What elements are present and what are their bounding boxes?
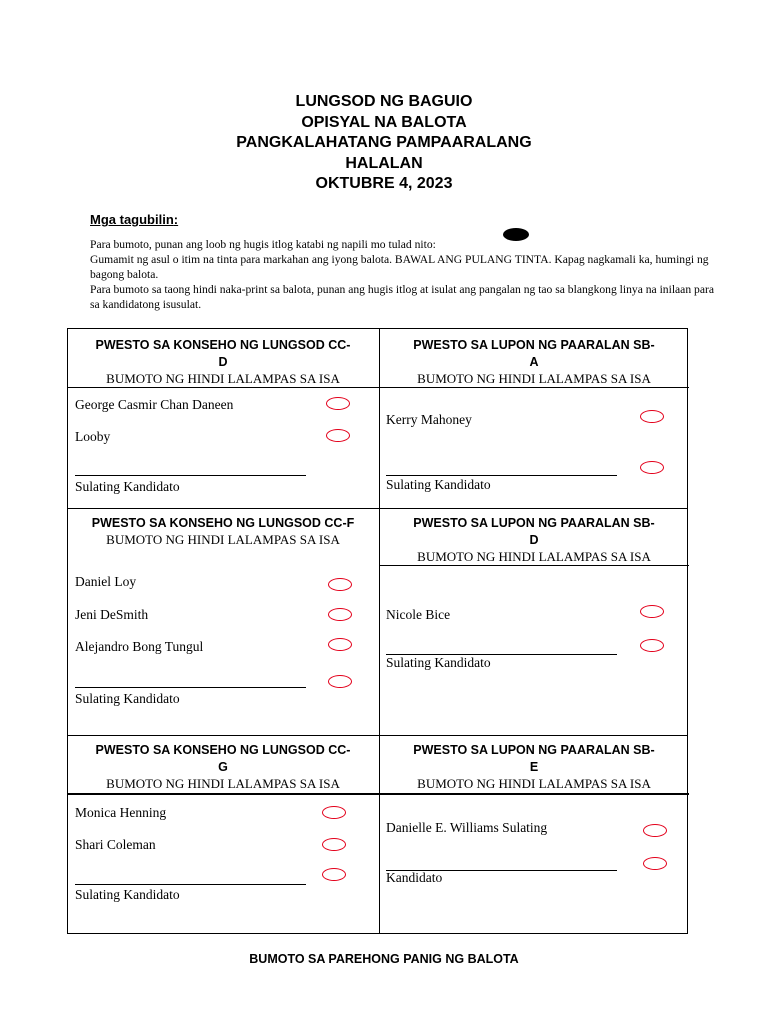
candidate-name: Jeni DeSmith — [75, 607, 149, 622]
header-rule — [379, 565, 689, 566]
vote-oval[interactable] — [326, 429, 350, 442]
contest-title: PWESTO SA KONSEHO NG LUNGSOD CC-F — [91, 516, 355, 530]
column-divider — [379, 329, 380, 933]
contest-title-cont: G — [218, 760, 228, 774]
contest-title-cont: D — [218, 355, 228, 369]
header-rule — [68, 793, 379, 795]
instructions-title-colon: : — [173, 212, 179, 227]
election-name-2: HALALAN — [345, 154, 423, 172]
write-in-label: Sulating Kandidato — [75, 691, 180, 706]
contest-title-cont: A — [529, 355, 539, 369]
instruction-3: Para bumoto sa taong hindi naka-print sa balota, punan ang hugis itlog at isulat ang pangalan ng tao sa blangkong linya na inilaan para sa kandidatong isusulat. — [90, 283, 714, 311]
write-in-label: Kandidato — [386, 870, 443, 885]
vote-oval[interactable] — [640, 410, 664, 423]
contest-header-sb-a — [384, 337, 684, 387]
vote-oval[interactable] — [322, 806, 346, 819]
ballot-footer-note: BUMOTO SA PAREHONG PANIG NG BALOTA — [249, 952, 519, 966]
contest-title: PWESTO SA LUPON NG PAARALAN SB- — [413, 516, 655, 530]
candidate-name: Alejandro Bong Tungul — [75, 639, 204, 654]
instruction-2: Gumamit ng asul o itim na tinta para markahan ang iyong balota. BAWAL ANG PULANG TINTA. Kapag nagkamali ka, humingi ng bagong balota. — [90, 253, 709, 281]
ballot-header — [0, 92, 768, 195]
write-in-label: Sulating Kandidato — [75, 479, 180, 494]
contest-header-cc-d — [73, 337, 373, 387]
vote-oval[interactable] — [326, 397, 350, 410]
contest-header-cc-f — [73, 515, 373, 548]
vote-limit: BUMOTO NG HINDI LALAMPAS SA ISA — [106, 371, 340, 386]
write-in-oval[interactable] — [640, 639, 664, 652]
contest-title: PWESTO SA LUPON NG PAARALAN SB- — [413, 338, 655, 352]
candidate-name: Looby — [75, 429, 111, 444]
write-in-line[interactable] — [75, 687, 306, 688]
instructions-title — [90, 212, 178, 227]
vote-limit: BUMOTO NG HINDI LALAMPAS SA ISA — [106, 776, 340, 791]
vote-limit: BUMOTO NG HINDI LALAMPAS SA ISA — [417, 371, 651, 386]
write-in-oval[interactable] — [328, 675, 352, 688]
city-title: LUNGSOD NG BAGUIO — [295, 93, 473, 110]
contest-header-cc-g — [73, 742, 373, 792]
header-rule — [68, 387, 379, 388]
instruction-1: Para bumoto, punan ang loob ng hugis itlog katabi ng napili mo tulad nito: — [90, 238, 436, 251]
contest-title-cont: D — [529, 533, 539, 547]
write-in-oval[interactable] — [643, 857, 667, 870]
candidate-name: Kerry Mahoney — [386, 412, 472, 427]
candidate-name: Nicole Bice — [386, 607, 451, 622]
contest-header-sb-e — [384, 742, 684, 792]
write-in-oval[interactable] — [322, 868, 346, 881]
write-in-line[interactable] — [386, 475, 617, 476]
candidate-name: Daniel Loy — [75, 574, 137, 589]
write-in-label: Sulating Kandidato — [75, 887, 180, 902]
candidate-name: Danielle E. Williams Sulating — [386, 820, 548, 835]
contest-title-cont: E — [529, 760, 539, 774]
contest-header-sb-d — [384, 515, 684, 565]
header-rule — [379, 793, 689, 795]
write-in-label: Sulating Kandidato — [386, 477, 491, 492]
election-name-1: PANGKALAHATANG PAMPAARALANG — [236, 134, 532, 151]
write-in-oval[interactable] — [640, 461, 664, 474]
instructions-title-text: Mga tagubilin — [90, 212, 174, 227]
contest-title: PWESTO SA KONSEHO NG LUNGSOD CC- — [95, 338, 351, 352]
instructions — [90, 237, 718, 312]
ballot-type: OPISYAL NA BALOTA — [301, 113, 467, 131]
candidate-name: Monica Henning — [75, 805, 167, 820]
write-in-line[interactable] — [75, 884, 306, 885]
vote-oval[interactable] — [328, 578, 352, 591]
row-divider — [68, 508, 687, 509]
vote-limit: BUMOTO NG HINDI LALAMPAS SA ISA — [417, 776, 651, 791]
vote-oval[interactable] — [328, 638, 352, 651]
contest-title: PWESTO SA KONSEHO NG LUNGSOD CC- — [95, 743, 351, 757]
election-date: OKTUBRE 4, 2023 — [315, 175, 453, 192]
vote-limit: BUMOTO NG HINDI LALAMPAS SA ISA — [417, 549, 651, 564]
write-in-line[interactable] — [75, 475, 306, 476]
vote-limit: BUMOTO NG HINDI LALAMPAS SA ISA — [106, 532, 340, 547]
vote-oval[interactable] — [640, 605, 664, 618]
row-divider — [68, 735, 687, 736]
vote-oval[interactable] — [643, 824, 667, 837]
candidate-name: Shari Coleman — [75, 837, 156, 852]
write-in-label: Sulating Kandidato — [386, 655, 491, 670]
candidate-name: George Casmir Chan Daneen — [75, 397, 234, 412]
vote-oval[interactable] — [328, 608, 352, 621]
vote-oval[interactable] — [322, 838, 346, 851]
ballot-table — [67, 328, 688, 934]
header-rule — [379, 387, 689, 388]
contest-title: PWESTO SA LUPON NG PAARALAN SB- — [413, 743, 655, 757]
